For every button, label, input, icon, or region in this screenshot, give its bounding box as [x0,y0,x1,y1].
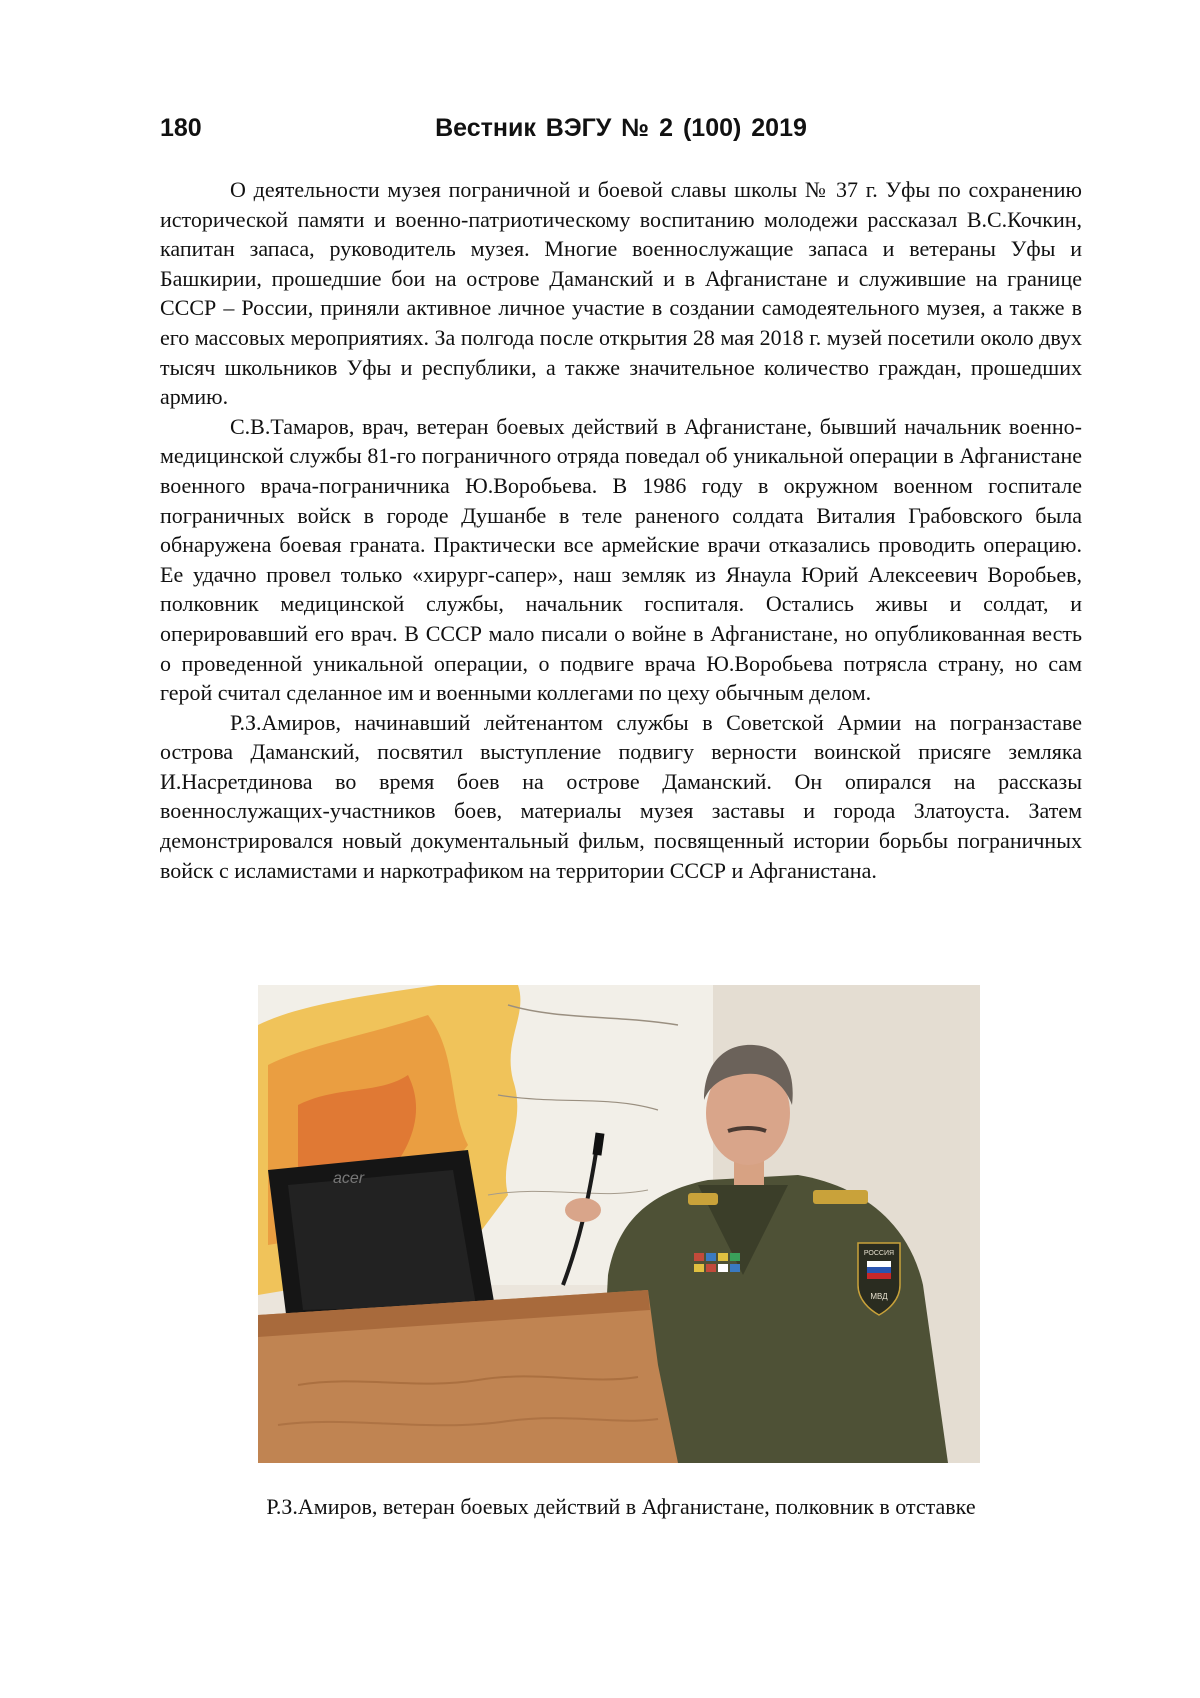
speaker-photo [258,985,980,1463]
patch-sub: МВД [870,1292,888,1301]
photo-illustration [258,985,980,1463]
patch-text: РОССИЯ [863,1250,895,1257]
paragraph: С.В.Тамаров, врач, ветеран боевых действий в Афганистане, бывший начальник военно-медицинской службы 81-го пограничного отряда поведал об уникальной операции в Афганистане военного врача-пограничника Ю.Воробьева. В 1986 году в окружном военном госпитале пограничных войск в городе Душанбе в теле раненого солдата Виталия Грабовского была обнаружена боевая граната. Практически все армейские врачи отказались проводить операцию. Ее удачно провел только «хирург-сапер», наш земляк из Янаула Юрий Алексеевич Воробьев, полковник медицинской службы, начальник госпиталя. Остались живы и солдат, и оперировавший его врач. В СССР мало писали о войне в Афганистане, но опубликованная весть о проведенной уникальной операции, о подвиге врача Ю.Воробьева потрясла страну, но сам герой считал сделанное им и военными коллегами по цеху обычным делом. [160,413,1082,706]
photo-caption: Р.З.Амиров, ветеран боевых действий в Афганистане, полковник в отставке [266,1494,976,1519]
paragraph: Р.З.Амиров, начинавший лейтенантом службы в Советской Армии на погранзаставе острова Даманский, посвятил выступление подвигу верности воинской присяге земляка И.Насретдинова во время боев на острове Даманский. Он опирался на рассказы военнослужащих-участников боев, материалы музея заставы и города Златоуста. Затем демонстрировался новый документальный фильм, посвященный истории борьбы пограничных войск с исламистами и наркотрафиком на территории СССР и Афганистана. [160,709,1082,883]
page-number: 180 [160,114,202,142]
running-header [160,114,1082,150]
podium [258,1290,678,1463]
article-body [160,175,1082,885]
paragraph: О деятельности музея пограничной и боевой славы школы № 37 г. Уфы по сохранению исторической памяти и военно-патриотическому воспитанию молодежи рассказал В.С.Кочкин, капитан запаса, руководитель музея. Многие военнослужащие запаса и ветераны Уфы и Башкирии, прошедшие бои на острове Даманский и в Афганистане и служившие на границе СССР – России, приняли активное личное участие в создании самодеятельного музея, а также в его массовых мероприятиях. За полгода после открытия 28 мая 2018 г. музей посетили около двух тысяч школьников Уфы и республики, а также значительное количество граждан, прошедших армию. [160,177,1082,410]
journal-title: Вестник ВЭГУ № 2 (100) 2019 [435,114,807,142]
monitor-brand: acer [333,1170,365,1187]
